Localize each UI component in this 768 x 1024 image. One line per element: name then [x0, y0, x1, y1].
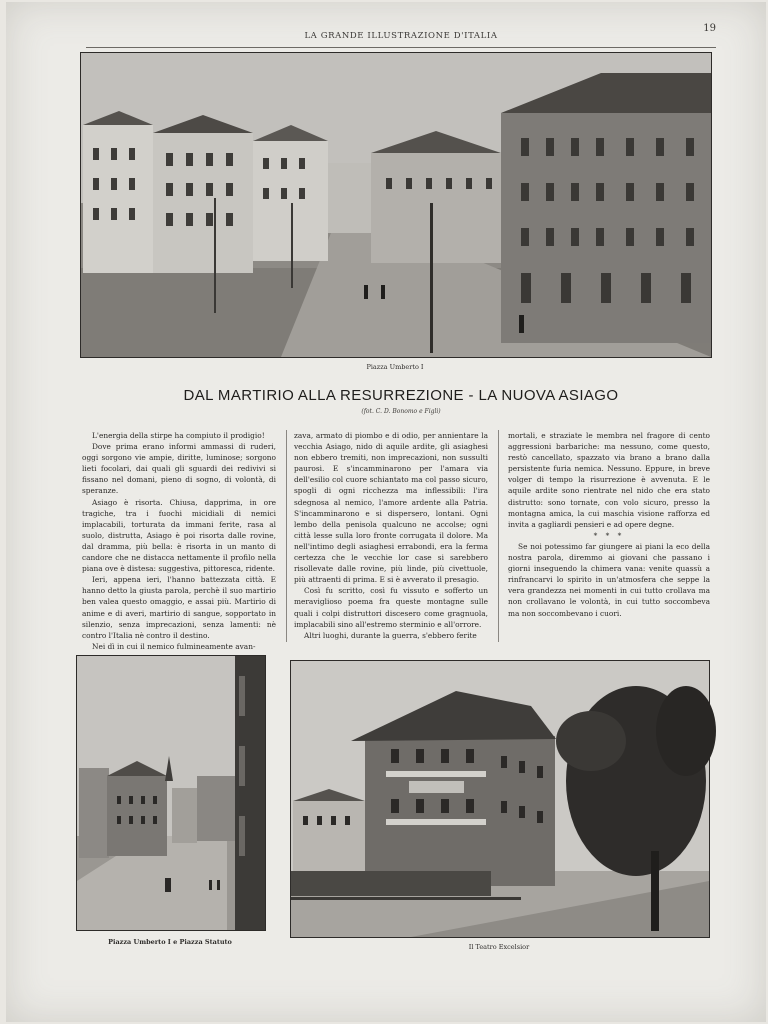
paragraph: Ieri, appena ieri, l'hanno battezzata città. E hanno detto la giusta parola, perchè il suo martirio ben valea questo omaggio, e assai più. Martirio di anime e di averi, martirio di sangue, sopportato in silenzio, senza imprecazioni, senza lamenti: nè contro l'Italia nè contro il destino.	[82, 575, 276, 640]
section-break: * * *	[593, 530, 625, 540]
caption-piazza-umberto-statuto: Piazza Umberto I e Piazza Statuto	[108, 938, 232, 946]
text-column-1	[82, 430, 276, 651]
paragraph: Dove prima erano informi ammassi di ruderi, oggi sorgono vie ampie, diritte, luminose; sorgono lieti focolari, dai quali gli sguardi dei redivivi si fissano nel domani, pieno di sogno, di volontà, di speranze.	[82, 442, 276, 496]
paragraph: Se noi potessimo far giungere ai piani la eco della nostra parola, diremmo ai giovani che passano i giorni inseguendo la chimera vana: venite quassù a rinfrancarvi lo spirito in un'atmosfera che seppe la vera grandezza nei momenti in cui tutto crollava ma non crollavano le volontà, in cui tutto soccombeva ma non soccombevano i cuori.	[508, 541, 710, 618]
caption-piazza-umberto: Piazza Umberto I	[366, 363, 424, 371]
page-header	[86, 23, 716, 48]
photo-piazza-umberto	[80, 52, 712, 358]
paragraph: mortali, e straziate le membra nel fragore di cento aggressioni barbariche: ma nessuno, come questo, restò cancellato, spazzato via brano a brano dalla persistente furia nemica. Nessuno. Eppure, in breve volger di tempo la risurrezione è avvenuta. E le aquile ardite sono rientrate nel nido che era stato distrutto: sono tornate, con volo sicuro, presso la montagna amica, la cui maschia visione rafforza ed invita a gagliardi pensieri e ad opere degne.	[508, 431, 710, 529]
photo-teatro-excelsior	[290, 660, 710, 938]
paragraph: Così fu scritto, così fu vissuto e sofferto un meraviglioso poema fra queste montagne sulle quali i colpi distruttori discesero come gragnuola, implacabili sino all'estremo sterminio e all'orrore.	[294, 586, 488, 629]
paragraph: Nei dì in cui il nemico fulmineamente avan-	[92, 641, 256, 651]
column-rule	[498, 430, 499, 642]
magazine-page	[6, 2, 766, 1022]
photo-piazza-umberto-statuto	[76, 655, 266, 931]
text-column-3	[508, 430, 710, 645]
column-rule	[286, 430, 287, 642]
running-title: LA GRANDE ILLUSTRAZIONE D'ITALIA	[304, 31, 498, 41]
paragraph: zava, armato di piombo e di odio, per annientare la vecchia Asiago, nido di aquile ardite, gli asiaghesi non ebbero tremiti, non imprecazioni, non sussulti paurosi. E s'incamminarono per l'amara via dell'esilio col cuore schiantato ma col passo sicuro, spogli di ogni ricchezza ma inflessibili: l'ira sdegnosa al nemico, l'amore ardente alla Patria. S'incamminarono e si dispersero, lontani. Ogni lembo della penisola qualcuno ne accolse; ogni città lesse sulla loro fronte corrugata il dolore. Ma nell'intimo degli asiaghesi errabondi, era la ferma certezza che le vecchie lor case si sarebbero risollevate dalle rovine, più linde, più civettuole, più attraenti di prima. E si è avverato il presagio.	[294, 431, 488, 585]
paragraph: Altri luoghi, durante la guerra, s'ebbero ferite	[304, 630, 477, 640]
paragraph: L'energia della stirpe ha compiuto il prodigio!	[92, 431, 265, 440]
article-title: DAL MARTIRIO ALLA RESURREZIONE - LA NUOVA ASIAGO	[183, 387, 619, 404]
caption-teatro-excelsior: Il Teatro Excelsior	[468, 943, 530, 951]
photo-credit: (fot. C. D. Bonomo e Figli)	[361, 408, 441, 415]
text-column-2	[294, 430, 488, 645]
paragraph: Asiago è risorta. Chiusa, dapprima, in ore tragiche, tra i fuochi micidiali di nemici implacabili, torturata da immani ferite, rasa al suolo, distrutta, Asiago è poi risorta dalle rovine, dal dramma, più bella: è risorta in un manto di candore che ne distacca nettamente il profilo nella piana ove è distesa: suggestiva, pittoresca, ridente.	[82, 497, 276, 574]
page-number: 19	[703, 23, 716, 34]
